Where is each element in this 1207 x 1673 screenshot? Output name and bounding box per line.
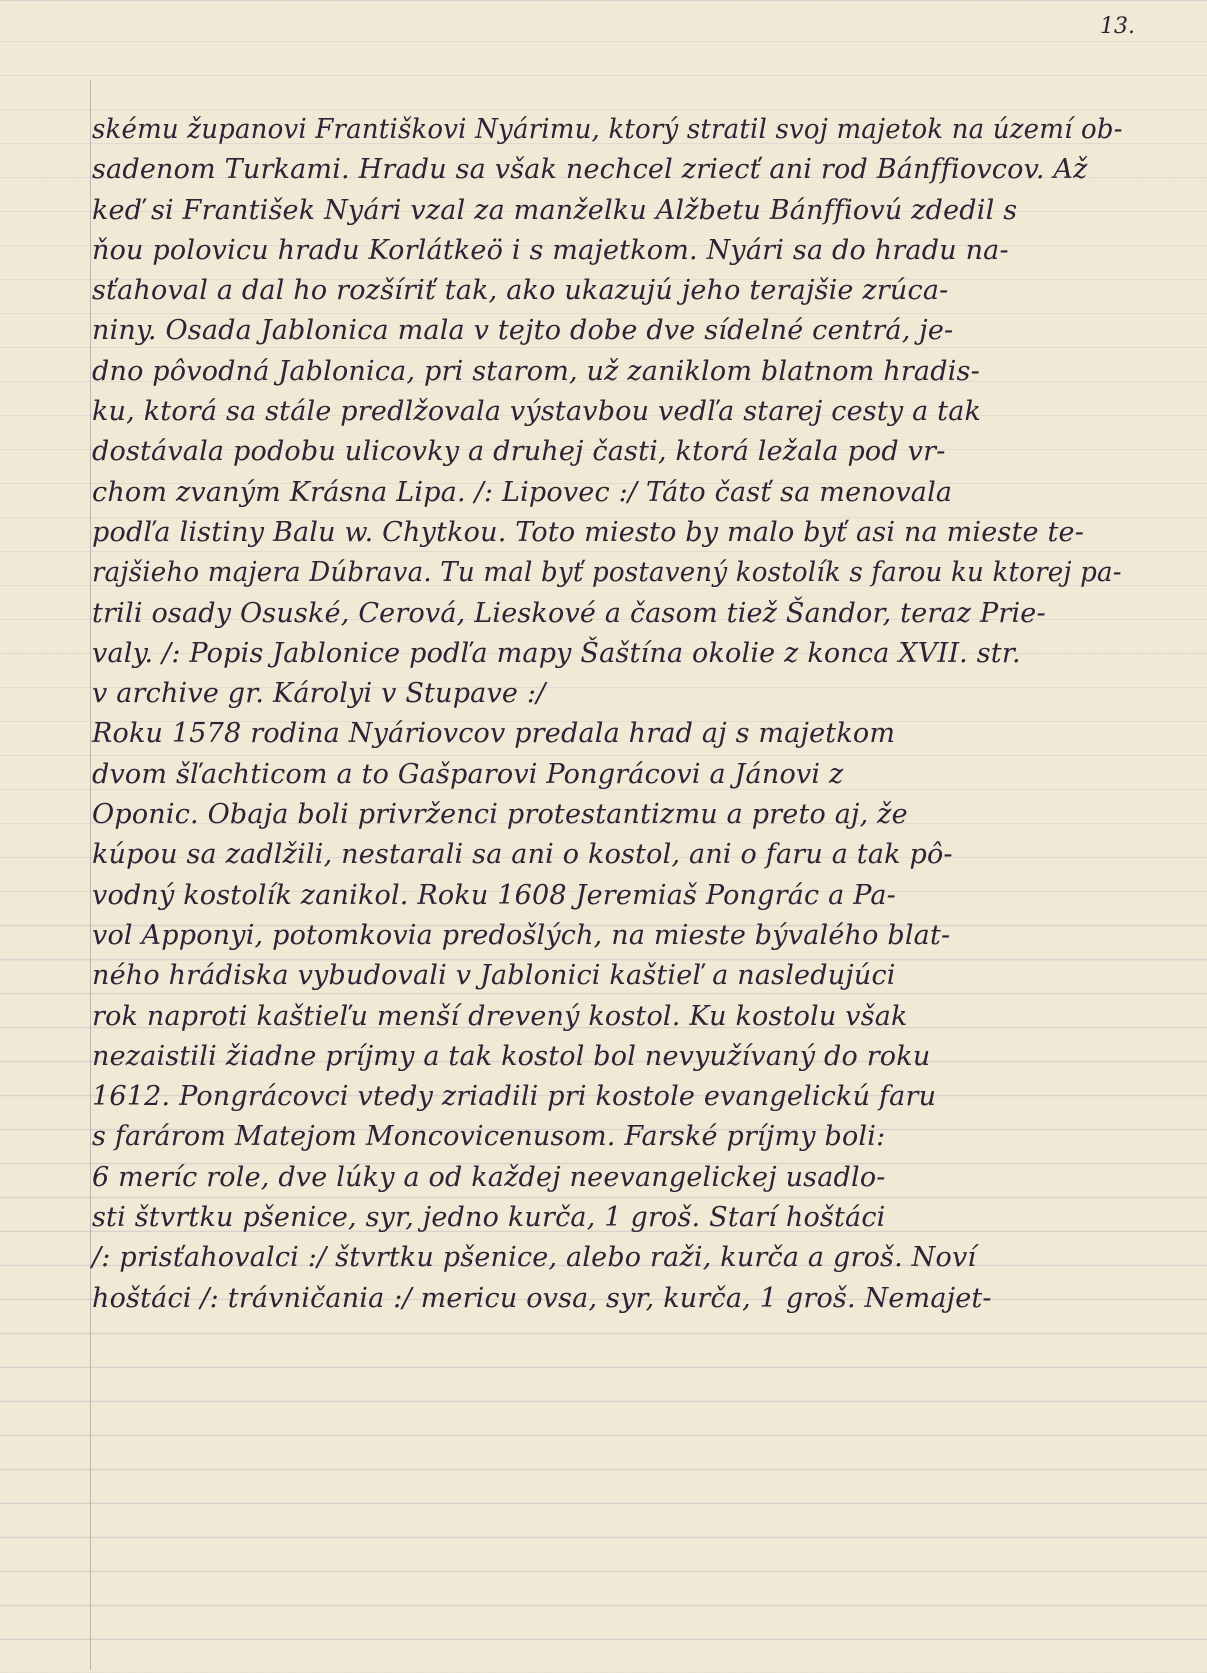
text-line: ného hrádiska vybudovali v Jablonici kaštieľ a nasledujúci bbox=[92, 960, 896, 992]
text-line: chom zvaným Krásna Lipa. /: Lipovec :/ Táto časť sa menovala bbox=[92, 476, 953, 508]
text-line: niny. Osada Jablonica mala v tejto dobe dve sídelné centrá, je- bbox=[92, 315, 954, 347]
text-line: sti štvrtku pšenice, syr, jedno kurča, 1 groš. Starí hoštáci bbox=[92, 1202, 886, 1234]
text-line: skému županovi Františkovi Nyárimu, ktorý stratil svoj majetok na území ob- bbox=[92, 114, 1123, 145]
text-line: s farárom Matejom Moncovicenusom. Farské príjmy boli: bbox=[92, 1121, 886, 1153]
text-line: podľa listiny Balu w. Chytkou. Toto miesto by malo byť asi na mieste te- bbox=[92, 516, 1085, 548]
text-line: vol Apponyi, potomkovia predošlých, na mieste bývalého blat- bbox=[92, 919, 951, 951]
margin-line bbox=[90, 80, 91, 1670]
handwritten-text-body bbox=[92, 110, 1122, 1319]
text-line: ku, ktorá sa stále predlžovala výstavbou vedľa starej cesty a tak bbox=[92, 396, 982, 428]
page-number: 13. bbox=[1100, 14, 1135, 39]
text-line: Roku 1578 rodina Nyáriovcov predala hrad aj s majetkom bbox=[92, 718, 896, 750]
text-line: v archive gr. Károlyi v Stupave :/ bbox=[92, 678, 546, 710]
text-line: valy. /: Popis Jablonice podľa mapy Šaštína okolie z konca XVII. str. bbox=[92, 637, 1021, 669]
text-line: dostávala podobu ulicovky a druhej časti, ktorá ležala pod vr- bbox=[92, 436, 946, 468]
text-line: ňou polovicu hradu Korlátkeö i s majetkom. Nyári sa do hradu na- bbox=[92, 234, 1009, 266]
text-line: vodný kostolík zanikol. Roku 1608 Jeremiaš Pongrác a Pa- bbox=[92, 879, 897, 911]
text-line: nezaistili žiadne príjmy a tak kostol bol nevyužívaný do roku bbox=[92, 1040, 931, 1072]
text-line: Oponic. Obaja boli privrženci protestantizmu a preto aj, že bbox=[92, 799, 908, 831]
text-line: sadenom Turkami. Hradu sa však nechcel zriecť ani rod Bánffiovcov. Až bbox=[92, 154, 1088, 186]
text-line: 6 meríc role, dve lúky a od každej neevangelickej usadlo- bbox=[92, 1161, 886, 1193]
text-line: dno pôvodná Jablonica, pri starom, už zaniklom blatnom hradis- bbox=[92, 355, 980, 387]
text-line: sťahoval a dal ho rozšíriť tak, ako ukazujú jeho terajšie zrúca- bbox=[92, 275, 949, 307]
text-line: 1612. Pongrácovci vtedy zriadili pri kostole evangelickú faru bbox=[92, 1081, 937, 1113]
text-line: rok naproti kaštieľu menší drevený kostol. Ku kostolu však bbox=[92, 1000, 908, 1032]
text-line: hoštáci /: trávničania :/ mericu ovsa, syr, kurča, 1 groš. Nemajet- bbox=[92, 1282, 992, 1314]
text-line: dvom šľachticom a to Gašparovi Pongrácovi a Jánovi z bbox=[92, 758, 844, 790]
text-line: rajšieho majera Dúbrava. Tu mal byť postavený kostolík s farou ku ktorej pa- bbox=[92, 557, 1122, 589]
text-line: kúpou sa zadlžili, nestarali sa ani o kostol, ani o faru a tak pô- bbox=[92, 839, 953, 871]
text-line: keď si František Nyári vzal za manželku Alžbetu Bánffiovú zdedil s bbox=[92, 194, 1018, 226]
text-line: /: prisťahovalci :/ štvrtku pšenice, alebo raži, kurča a groš. Noví bbox=[92, 1242, 977, 1274]
text-line: trili osady Osuské, Cerová, Lieskové a časom tiež Šandor, teraz Prie- bbox=[92, 597, 1046, 629]
